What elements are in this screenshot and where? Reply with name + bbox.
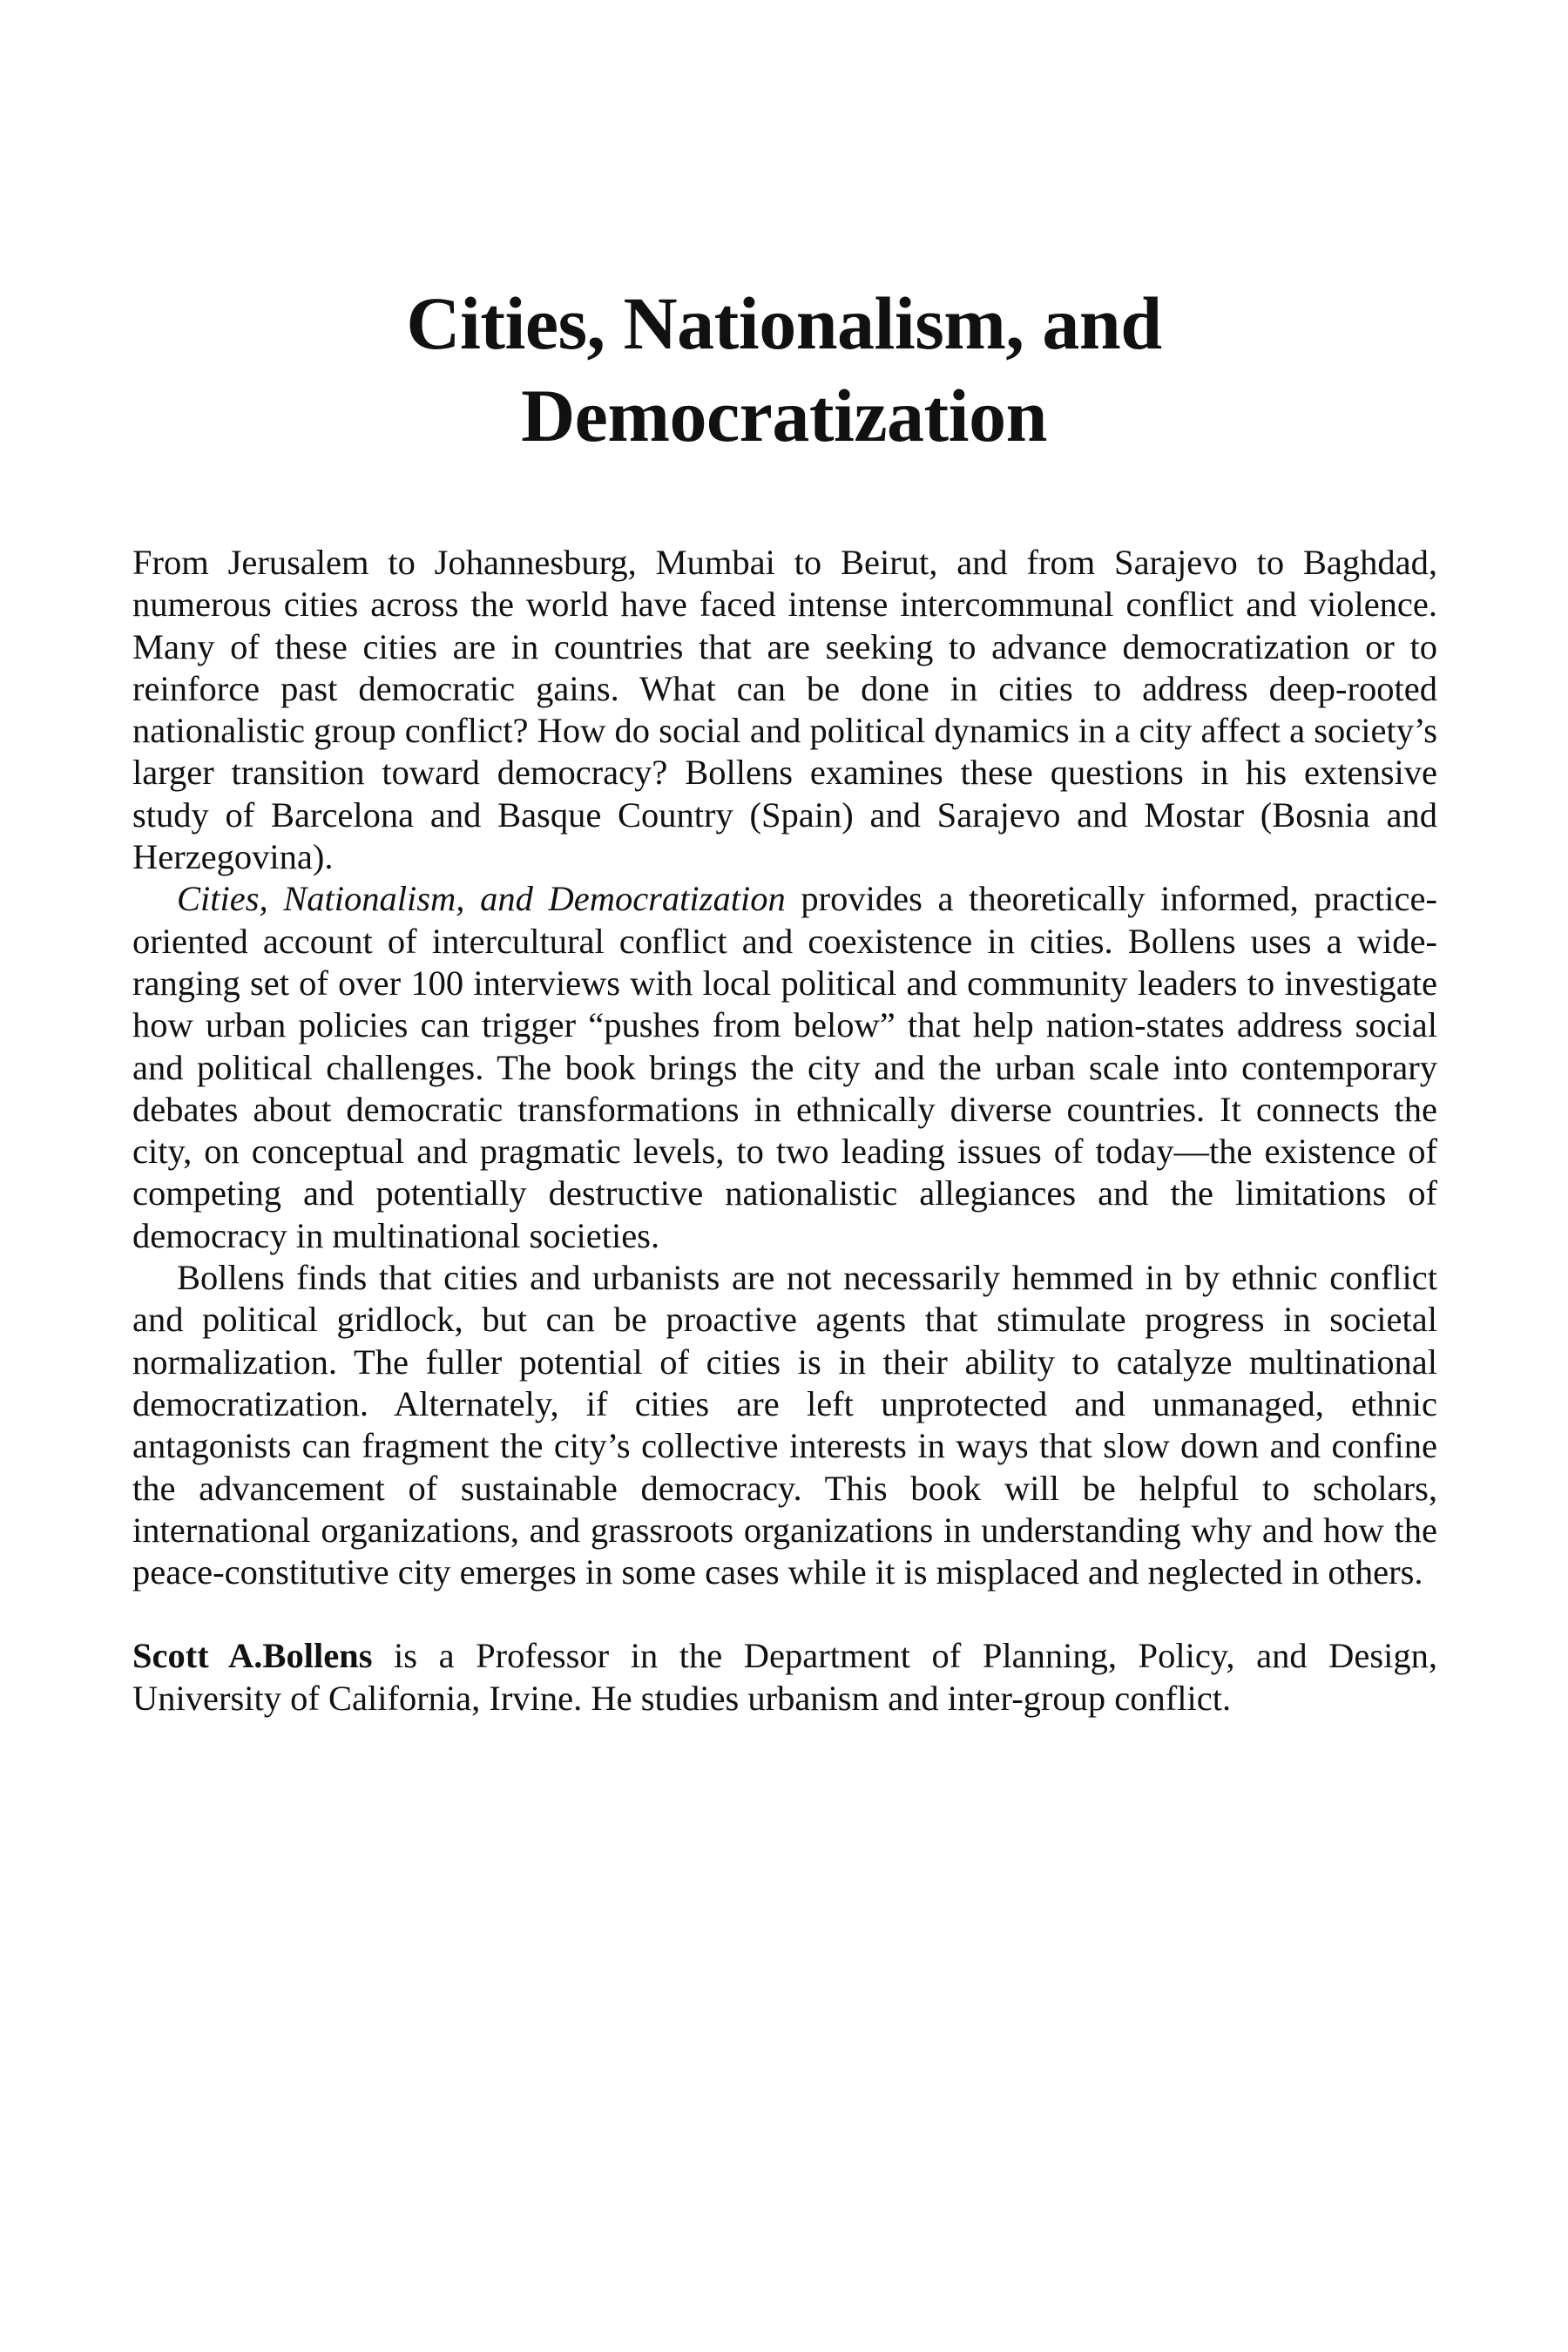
- description-paragraph-2-text: provides a theoretically informed, practice-oriented account of intercultural conflict and coexistence in cities. Bollens uses a wide-ranging set of over 100 interviews with local political and community leaders to investigate how urban policies can trigger “pushes from below” that help nation-states address social and political challenges. The book brings the city and the urban scale into contemporary debates about democratic transformations in ethnically diverse countries. It connects the city, on conceptual and pragmatic levels, to two leading issues of today—the existence of competing and potentially destructive nationalistic allegiances and the limitations of democracy in multinational societies.: [132, 879, 1437, 1255]
- description-paragraph-2: [132, 878, 1437, 1257]
- description-paragraph-1: From Jerusalem to Johannesburg, Mumbai to Beirut, and from Sarajevo to Baghdad, numerous cities across the world have faced intense intercommunal conflict and violence. Many of these cities are in countries that are seeking to advance democratization or to reinforce past democratic gains. What can be done in cities to address deep-rooted nationalistic group conflict? How do social and political dynamics in a city affect a society’s larger transition toward democracy? Bollens examines these questions in his extensive study of Barcelona and Basque Country (Spain) and Sarajevo and Mostar (Bosnia and Herzegovina).: [132, 543, 1437, 877]
- book-title-line-1: Cities, Nationalism, and: [406, 281, 1162, 365]
- description-paragraph-3: Bollens finds that cities and urbanists are not necessarily hemmed in by ethnic conflict and political gridlock, but can be proactive agents that stimulate progress in societal normalization. The fuller potential of cities is in their ability to catalyze multinational democratization. Alternately, if cities are left unprotected and unmanaged, ethnic antagonists can fragment the city’s collective interests in ways that slow down and confine the advancement of sustainable democracy. This book will be helpful to scholars, international organizations, and grassroots organizations in understanding why and how the peace-constitutive city emerges in some cases while it is misplaced and neglected in others.: [132, 1258, 1437, 1592]
- author-bio-text: is a Professor in the Department of Planning, Policy, and Design, University of California, Irvine. He studies urbanism and inter-group conflict.: [132, 1636, 1438, 1718]
- book-title-line-2: Democratization: [521, 374, 1047, 457]
- author-bio: [132, 1635, 1437, 1720]
- book-description: [132, 542, 1437, 1720]
- book-title: [131, 277, 1437, 462]
- author-name: Scott A.Bollens: [132, 1636, 373, 1676]
- inline-book-title: Cities, Nationalism, and Democratization: [177, 879, 786, 919]
